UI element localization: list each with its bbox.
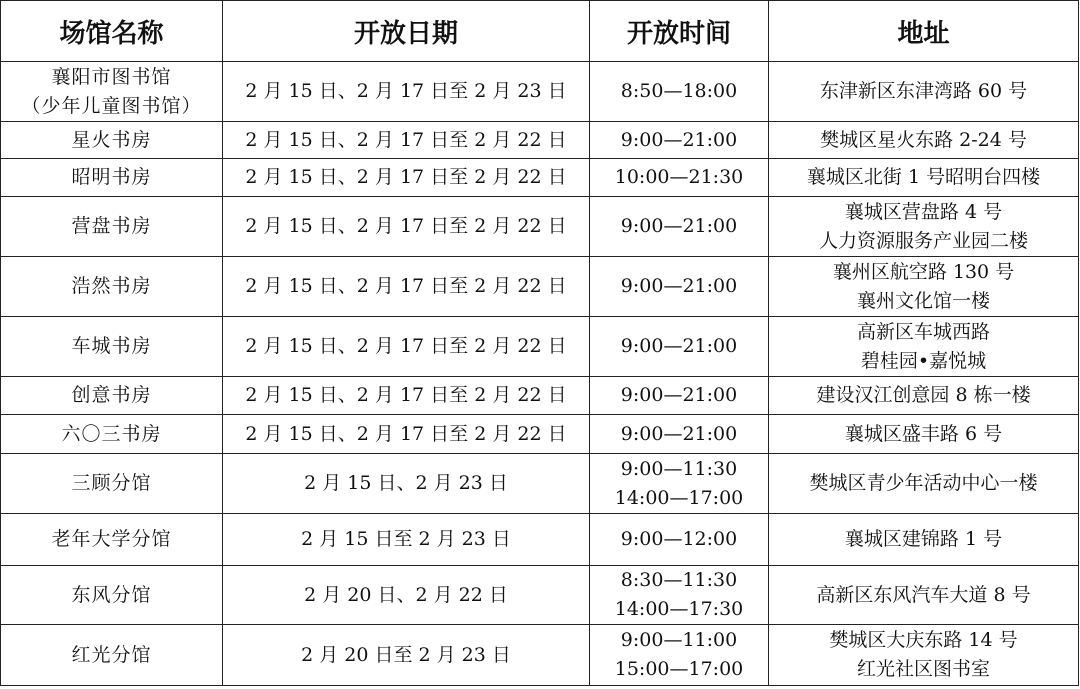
venue-name-line: 营盘书房 (71, 215, 152, 237)
address-cell (769, 625, 1079, 686)
address-line: 樊城区大庆东路 14 号 (829, 629, 1018, 651)
open-hours-cell (590, 122, 769, 159)
header-open-hours: 开放时间 (590, 1, 769, 62)
open-dates-cell (223, 122, 590, 159)
open-hours-line: 9:00—12:00 (620, 528, 738, 550)
venue-name-line: 星火书房 (71, 128, 152, 151)
open-hours-line: 8:50—18:00 (620, 80, 738, 102)
open-dates-cell (223, 454, 590, 514)
open-hours-line: 10:00—21:30 (614, 166, 744, 188)
address-line: 人力资源服务产业园二楼 (818, 229, 1028, 252)
open-hours-cell (590, 454, 769, 514)
address-cell (769, 197, 1079, 257)
address-line: 建设汉江创意园 8 栋一楼 (816, 384, 1031, 406)
open-hours-cell (590, 197, 769, 257)
address-line: 东津新区东津湾路 60 号 (819, 80, 1028, 102)
address-line: 襄城区盛丰路 6 号 (844, 422, 1003, 445)
address-line: 高新区车城西路 (856, 320, 990, 343)
header-row (1, 1, 1079, 62)
address-cell (769, 454, 1079, 514)
table-row (1, 197, 1079, 257)
open-dates-line: 2 月 15 日、2 月 17 日至 2 月 22 日 (245, 422, 567, 445)
table-row (1, 566, 1079, 625)
open-dates-line: 2 月 15 日至 2 月 23 日 (301, 528, 511, 550)
venue-name-cell (1, 377, 223, 415)
table-row (1, 317, 1079, 377)
header-address: 地址 (769, 1, 1079, 62)
address-cell (769, 317, 1079, 377)
open-dates-cell (223, 62, 590, 122)
venue-name-line: 襄阳市图书馆 (51, 65, 172, 88)
open-dates-cell (223, 415, 590, 454)
open-hours-line: 9:00—21:00 (620, 215, 738, 237)
venue-name-line: 昭明书房 (71, 166, 152, 188)
venue-name-cell (1, 62, 223, 122)
address-line: 襄城区建锦路 1 号 (844, 528, 1003, 550)
open-hours-cell (590, 257, 769, 317)
venue-name-cell (1, 625, 223, 686)
open-hours-line: 9:00—21:00 (620, 128, 738, 151)
open-hours-line: 14:00—17:30 (614, 598, 744, 620)
address-line: 襄城区北街 1 号昭明台四楼 (806, 166, 1041, 188)
open-hours-line: 9:00—21:00 (620, 335, 738, 357)
open-dates-line: 2 月 15 日、2 月 17 日至 2 月 22 日 (245, 384, 567, 406)
open-hours-cell (590, 415, 769, 454)
address-cell (769, 415, 1079, 454)
open-hours-line: 15:00—17:00 (614, 658, 744, 680)
open-hours-cell (590, 514, 769, 566)
venue-name-line: 东风分馆 (71, 583, 152, 606)
venue-name-cell (1, 197, 223, 257)
table-row (1, 625, 1079, 686)
venue-name-cell (1, 122, 223, 159)
table-row (1, 514, 1079, 566)
open-hours-line: 9:00—21:00 (620, 422, 738, 445)
open-dates-cell (223, 566, 590, 625)
venue-name-cell (1, 415, 223, 454)
venue-name-line: 创意书房 (71, 384, 152, 406)
open-dates-line: 2 月 20 日至 2 月 23 日 (301, 643, 511, 666)
venue-name-cell (1, 566, 223, 625)
open-dates-cell (223, 159, 590, 197)
header-open-dates: 开放日期 (223, 1, 590, 62)
venue-name-cell (1, 257, 223, 317)
venue-name-line: 红光分馆 (71, 643, 152, 666)
open-dates-cell (223, 514, 590, 566)
open-dates-cell (223, 197, 590, 257)
open-dates-cell (223, 377, 590, 415)
address-line: 襄州区航空路 130 号 (832, 260, 1015, 283)
venue-name-line: 车城书房 (71, 335, 152, 357)
open-dates-line: 2 月 15 日、2 月 23 日 (304, 472, 508, 494)
open-dates-line: 2 月 15 日、2 月 17 日至 2 月 22 日 (245, 166, 567, 188)
open-dates-line: 2 月 15 日、2 月 17 日至 2 月 23 日 (245, 80, 567, 102)
open-hours-cell (590, 62, 769, 122)
address-cell (769, 159, 1079, 197)
table-row (1, 377, 1079, 415)
table-row (1, 454, 1079, 514)
open-dates-cell (223, 257, 590, 317)
open-hours-line: 8:30—11:30 (620, 569, 738, 591)
address-line: 樊城区星火东路 2-24 号 (820, 128, 1027, 151)
table-row (1, 257, 1079, 317)
address-cell (769, 514, 1079, 566)
open-dates-line: 2 月 20 日、2 月 22 日 (304, 583, 508, 606)
address-line: 红光社区图书室 (856, 658, 990, 680)
open-dates-cell (223, 625, 590, 686)
venue-name-cell (1, 514, 223, 566)
address-cell (769, 62, 1079, 122)
open-hours-cell (590, 625, 769, 686)
open-dates-line: 2 月 15 日、2 月 17 日至 2 月 22 日 (245, 275, 567, 297)
header-venue-name: 场馆名称 (1, 1, 223, 62)
table-body (1, 62, 1079, 686)
venue-name-line: 浩然书房 (71, 275, 152, 297)
venue-name-line: 三顾分馆 (71, 472, 152, 494)
address-cell (769, 377, 1079, 415)
open-hours-cell (590, 317, 769, 377)
open-dates-line: 2 月 15 日、2 月 17 日至 2 月 22 日 (245, 215, 567, 237)
venue-name-cell (1, 454, 223, 514)
open-hours-line: 9:00—21:00 (620, 384, 738, 406)
table-row (1, 122, 1079, 159)
open-hours-line: 9:00—21:00 (620, 275, 738, 297)
venue-name-cell (1, 317, 223, 377)
open-hours-cell (590, 377, 769, 415)
open-dates-line: 2 月 15 日、2 月 17 日至 2 月 22 日 (245, 335, 567, 357)
open-hours-cell (590, 566, 769, 625)
address-cell (769, 566, 1079, 625)
address-line: 樊城区青少年活动中心一楼 (809, 472, 1038, 494)
open-hours-line: 14:00—17:00 (614, 486, 744, 509)
venue-name-cell (1, 159, 223, 197)
open-dates-cell (223, 317, 590, 377)
table-row (1, 159, 1079, 197)
venue-name-line: 六〇三书房 (61, 422, 162, 445)
open-hours-line: 9:00—11:00 (620, 629, 738, 651)
open-hours-cell (590, 159, 769, 197)
address-line: 高新区东风汽车大道 8 号 (816, 583, 1031, 606)
open-dates-line: 2 月 15 日、2 月 17 日至 2 月 22 日 (245, 128, 567, 151)
address-line: 襄州文化馆一楼 (856, 289, 990, 312)
venue-name-line: （少年儿童图书馆） (21, 94, 202, 117)
open-hours-line: 9:00—11:30 (620, 457, 738, 480)
address-cell (769, 122, 1079, 159)
address-cell (769, 257, 1079, 317)
address-line: 襄城区营盘路 4 号 (844, 200, 1003, 223)
address-line: 碧桂园•嘉悦城 (860, 349, 987, 372)
table-row (1, 415, 1079, 454)
table-row (1, 62, 1079, 122)
venue-name-line: 老年大学分馆 (51, 528, 172, 550)
